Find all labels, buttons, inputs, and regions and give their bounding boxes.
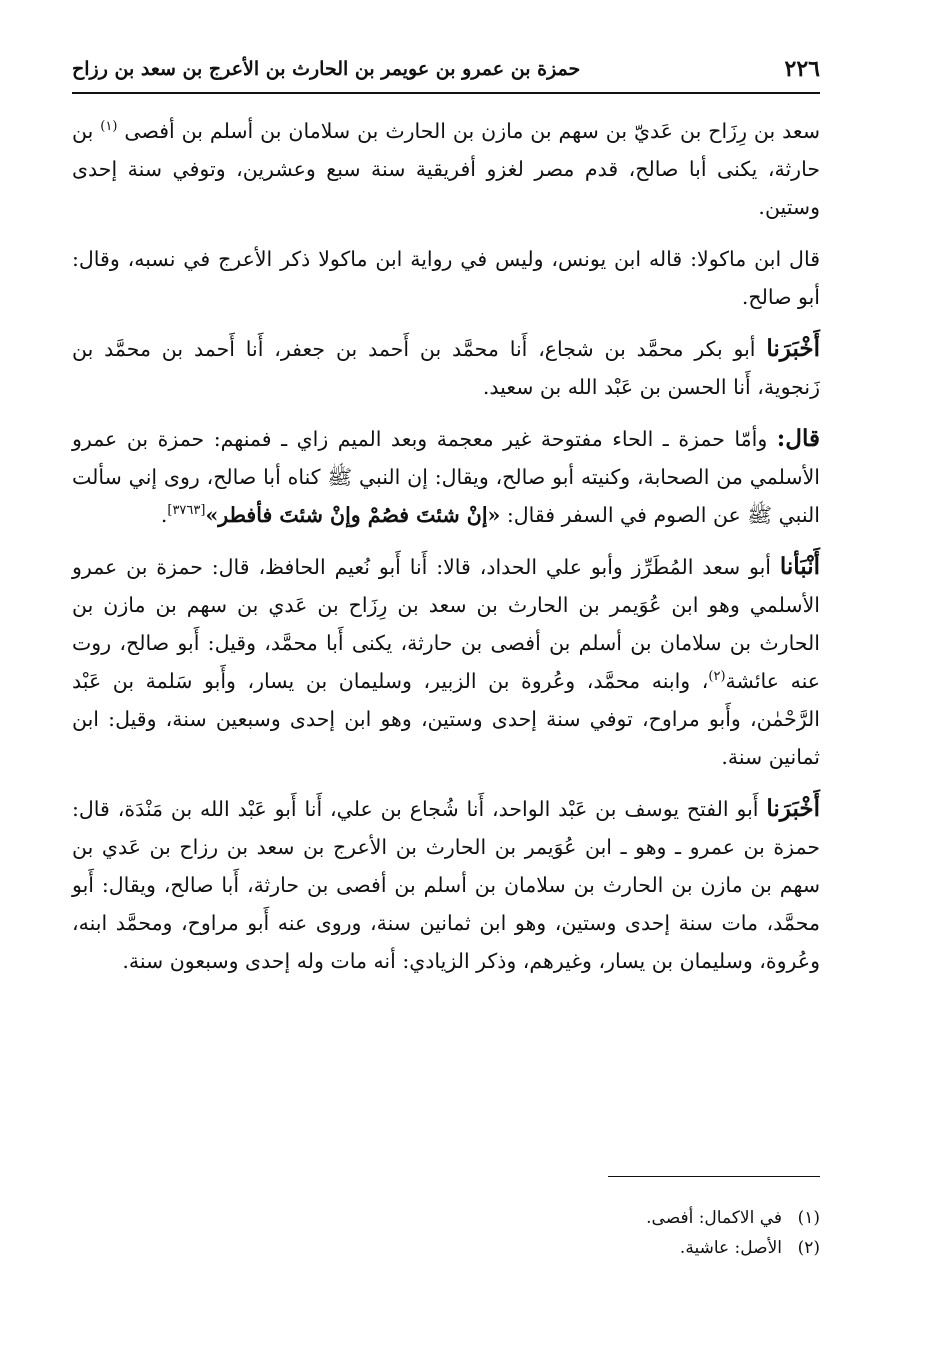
paragraph-3 — [72, 330, 820, 406]
paragraph-4 — [72, 420, 820, 534]
page-header — [72, 52, 820, 94]
running-title: حمزة بن عمرو بن عويمر بن الحارث بن الأعرج بن سعد بن رزاح — [72, 58, 581, 80]
hadith-number: [٣٧٦٣] — [167, 503, 206, 519]
isnad-lead-word: أَخْبَرَنا — [766, 335, 820, 362]
paragraph-text: أبو بكر محمَّد بن شجاع، أَنا محمَّد بن أَحمد بن جعفر، أَنا أَحمد بن محمَّد بن زَنجوية، أَنا الحسن بن عَبْد الله بن سعيد. — [72, 337, 820, 399]
paragraph-text: قال ابن ماكولا: قاله ابن يونس، وليس في رواية ابن ماكولا ذكر الأعرج في نسبه، وقال: أبو صالح. — [72, 247, 820, 309]
paragraph-text: أبو سعد المُطَرِّز وأبو علي الحداد، قالا: أَنا أَبو نُعيم الحافظ، قال: حمزة بن عمرو الأسلمي وهو ابن عُوَيمر بن الحارث بن سعد بن رِزَاح بن عَدي بن سهم بن مازن بن الحارث بن سلامان بن أسلم بن أفصى بن حارثة، يكنى أَبا محمَّد، وقيل: أَبو صالح، روت عنه عائشة — [72, 555, 820, 693]
footnote-ref: (١) — [100, 119, 118, 135]
paragraph-text: أَبو الفتح يوسف بن عَبْد الواحد، أَنا شُجاع بن علي، أَنا أَبو عَبْد الله بن مَنْدَة، قال: حمزة بن عمرو ـ وهو ـ ابن عُوَيمر بن الحارث بن الأعرج بن سعد بن رزاح بن عَدي بن سهم بن مازن بن الحارث بن سلامان بن أسلم بن أفصى بن حارثة، أَبا صالح، ويقال: أَبو محمَّد، مات سنة إحدى وستين، وهو ابن ثمانين سنة، وروى عنه أَبو مراوح، ومحمَّد ابنه، وعُروة، وسليمان بن يسار، وغيرهم، وذكر الزيادي: أنه مات وله إحدى وسبعون سنة. — [72, 797, 820, 973]
paragraph-text: بن حارثة، يكنى أبا صالح، قدم مصر لغزو أفريقية سنة سبع وعشرين، وتوفي سنة إحدى وستين. — [72, 119, 820, 219]
footnote-2 — [72, 1233, 820, 1263]
paragraph-1 — [72, 112, 820, 226]
page-number: ٢٢٦ — [784, 56, 820, 82]
paragraph-text: ، وابنه محمَّد، وعُروة بن الزبير، وسليمان بن يسار، وأَبو سَلمة بن عَبْد الرَّحْمٰن، وأَبو مراوح، توفي سنة إحدى وستين، وهو ابن إحدى وسبعين سنة، وقيل: ابن ثمانين سنة. — [72, 669, 820, 769]
footnote-text: في الاكمال: أفصى. — [646, 1208, 782, 1228]
paragraph-text: وأمّا حمزة ـ الحاء مفتوحة غير معجمة وبعد الميم زاي ـ فمنهم: حمزة بن عمرو الأسلمي من الصحابة، وكنيته أبو صالح، ويقال: إن النبي ﷺ كناه أبا صالح، روى إني سألت النبي ﷺ عن الصوم في السفر فقال: — [72, 427, 820, 527]
isnad-lead-word: قال: — [776, 425, 820, 452]
paragraph-6 — [72, 790, 820, 980]
footnote-number: (١) — [797, 1208, 820, 1228]
footnote-text: الأصل: عاشية. — [679, 1238, 782, 1258]
footnote-ref: (٢) — [708, 669, 726, 685]
isnad-lead-word: أَخْبَرَنا — [766, 795, 820, 822]
main-text — [72, 112, 820, 994]
footnote-divider — [608, 1176, 820, 1177]
hadith-quote: «إنْ شئتَ فصُمْ وإنْ شئتَ فأفطر» — [205, 503, 501, 527]
paragraph-2 — [72, 240, 820, 316]
paragraph-5 — [72, 548, 820, 776]
footnote-1 — [72, 1203, 820, 1233]
footnotes — [72, 1203, 820, 1263]
isnad-lead-word: أَنْبَأنا — [779, 553, 820, 580]
paragraph-text: سعد بن رِزَاح بن عَديّ بن سهم بن مازن بن الحارث بن سلامان بن أسلم بن أفصى — [124, 119, 820, 143]
footnote-number: (٢) — [797, 1238, 820, 1258]
paragraph-text: . — [160, 503, 168, 527]
